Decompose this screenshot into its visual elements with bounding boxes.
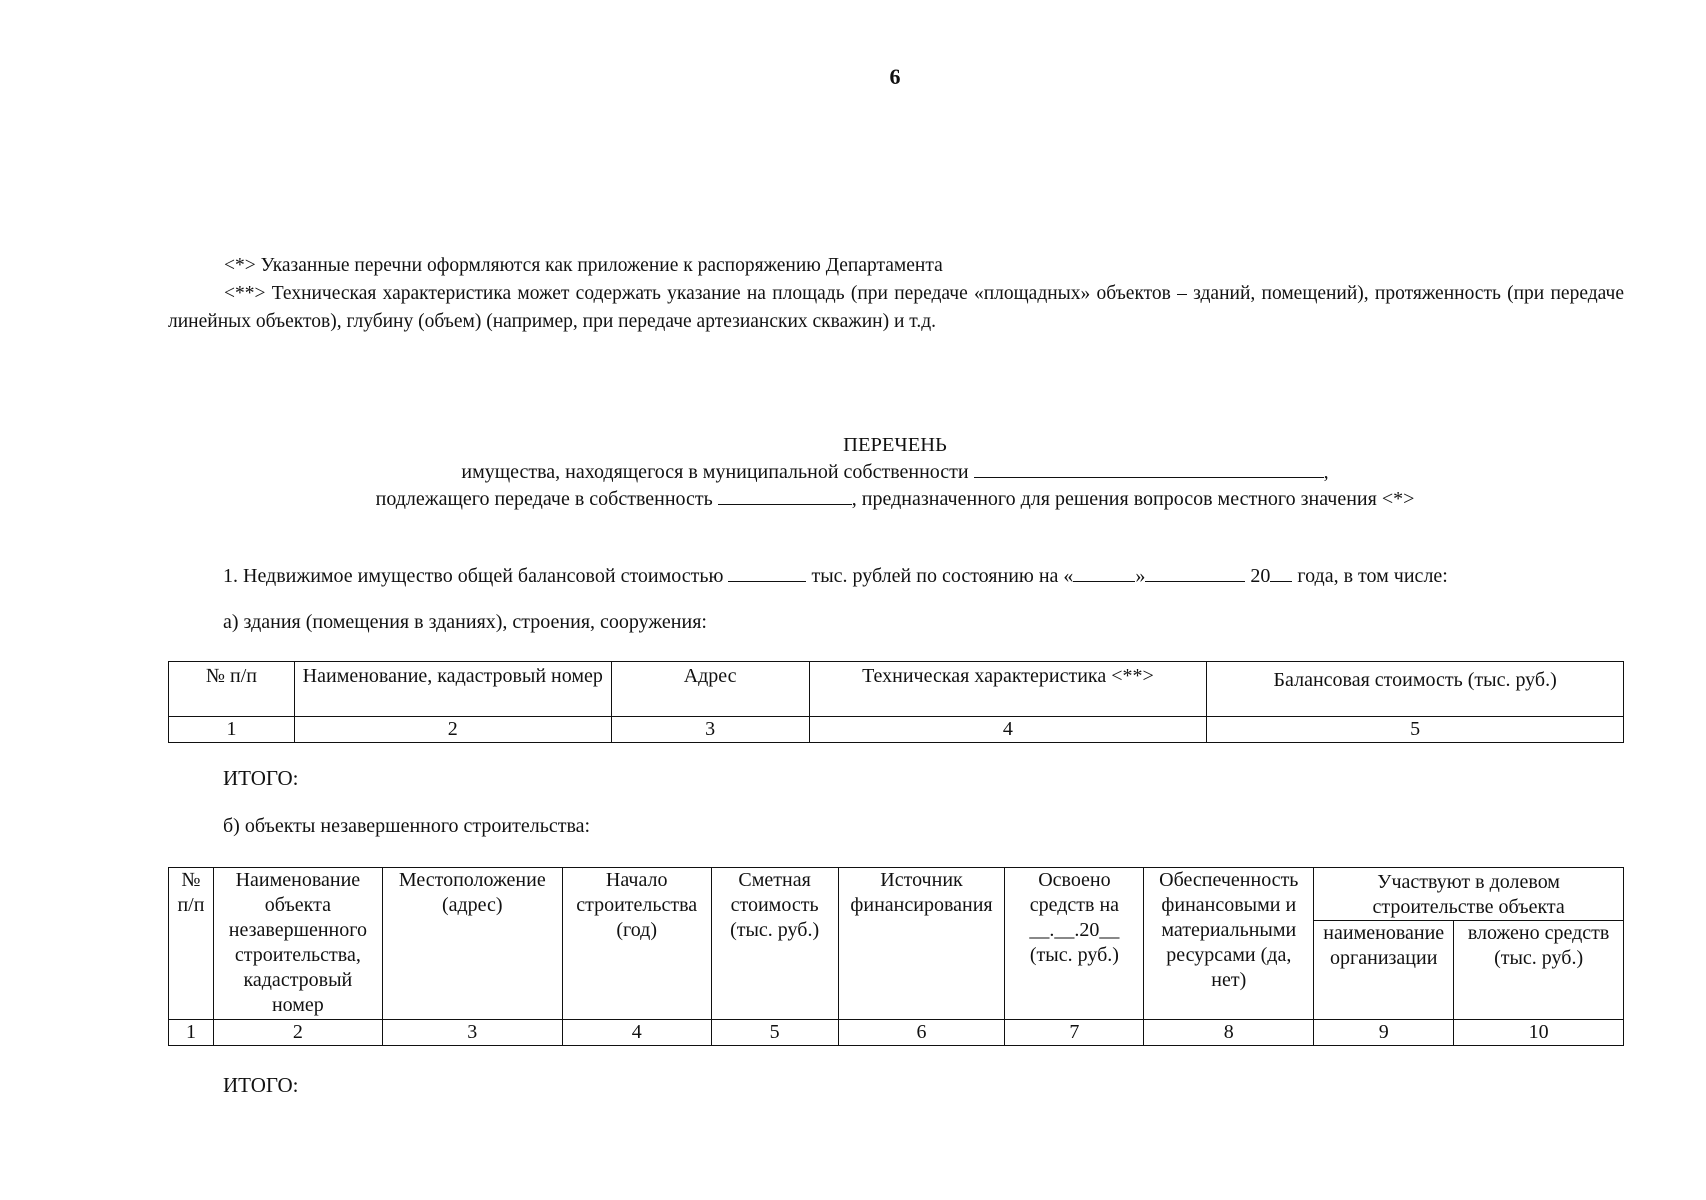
section-1-part-5: года, в том числе: [1297,565,1448,587]
table-b-header: Местоположение (адрес) [382,868,562,1020]
footnote-2: <**> Техническая характеристика может содержать указание на площадь (при передаче «площадных» объектов – зданий, помещений), протяженность (при передаче линейных объектов), глубину (объем) (например, при передаче артезианских скважин) и т.д. [168,283,1624,332]
table-b-col-number: 7 [1005,1020,1144,1046]
heading-line-3-start: подлежащего передаче в собственность [375,488,713,510]
table-b-col-number: 8 [1144,1020,1314,1046]
month-blank [1145,563,1245,582]
subsection-a: а) здания (помещения в зданиях), строения, сооружения: [223,611,707,633]
table-b-header: Начало строительства (год) [562,868,711,1020]
table-a-col-number: 5 [1207,717,1624,743]
footnote-1: <*> Указанные перечни оформляются как приложение к распоряжению Департамента [224,255,943,276]
table-b-header-mastered [1005,868,1144,1020]
table-b-col-number: 2 [213,1020,382,1046]
mastered-unit: (тыс. руб.) [1029,944,1119,966]
subsection-b: б) объекты незавершенного строительства: [223,815,591,837]
itogo-b: ИТОГО: [223,1073,299,1097]
table-b-header: Обеспеченность финансовыми и материальными ресурсами (да, нет) [1144,868,1314,1020]
page-number: 6 [889,64,901,89]
table-b-header-shared: Участвуют в долевом строительстве объекта [1314,868,1624,921]
table-a-header: Балансовая стоимость (тыс. руб.) [1207,662,1624,717]
table-b-col-number: 6 [838,1020,1005,1046]
heading-line-3 [0,486,1706,513]
table-b-header: Сметная стоимость (тыс. руб.) [711,868,838,1020]
table-unfinished-construction [168,867,1624,1046]
table-a-header: Наименование, кадастровый номер [294,662,611,717]
heading-line-3-end: , предназначенного для решения вопросов местного значения <*> [851,488,1415,510]
list-heading [0,432,1706,513]
table-a-col-number: 1 [169,717,295,743]
footnotes [168,252,1624,336]
day-blank [1073,563,1135,582]
section-1-part-4: 20 [1250,565,1271,587]
table-b-subheader: вложено средств (тыс. руб.) [1454,921,1624,1020]
municipality-blank [974,459,1324,478]
section-1-line [223,563,1448,588]
table-a-header: Техническая характеристика <**> [809,662,1207,717]
table-a-header: № п/п [169,662,295,717]
itogo-a: ИТОГО: [223,766,299,790]
table-b-col-number: 5 [711,1020,838,1046]
table-a-header: Адрес [611,662,809,717]
heading-line-2-text: имущества, находящегося в муниципальной собственности [461,461,969,483]
table-a-col-number: 2 [294,717,611,743]
table-b-number-row [169,1020,1624,1046]
list-title: ПЕРЕЧЕНЬ [843,434,947,456]
table-b-col-number: 1 [169,1020,214,1046]
table-b-subheader: наименование организации [1314,921,1454,1020]
table-b-header-row-1 [169,868,1624,921]
table-b-col-number: 9 [1314,1020,1454,1046]
table-a-col-number: 4 [809,717,1207,743]
table-a-number-row [169,717,1624,743]
table-a-header-row [169,662,1624,717]
table-b-col-number: 10 [1454,1020,1624,1046]
table-buildings [168,661,1624,743]
recipient-blank [718,486,852,505]
mastered-date: __.__.20__ [1029,919,1120,941]
mastered-label: Освоено средств на [1029,869,1120,916]
heading-line-2 [0,459,1706,486]
table-b-col-number: 4 [562,1020,711,1046]
heading-line-2-end: , [1323,461,1329,483]
year-blank [1270,563,1292,582]
table-b-header: № п/п [169,868,214,1020]
table-b-header: Источник финансирования [838,868,1005,1020]
balance-value-blank [728,563,806,582]
section-1-part-3: » [1135,565,1146,587]
table-a-col-number: 3 [611,717,809,743]
table-b-col-number: 3 [382,1020,562,1046]
table-b-header: Наименование объекта незавершенного строительства, кадастровый номер [213,868,382,1020]
section-1-part-1: 1. Недвижимое имущество общей балансовой стоимостью [223,565,724,587]
section-1-part-2: тыс. рублей по состоянию на « [811,565,1074,587]
